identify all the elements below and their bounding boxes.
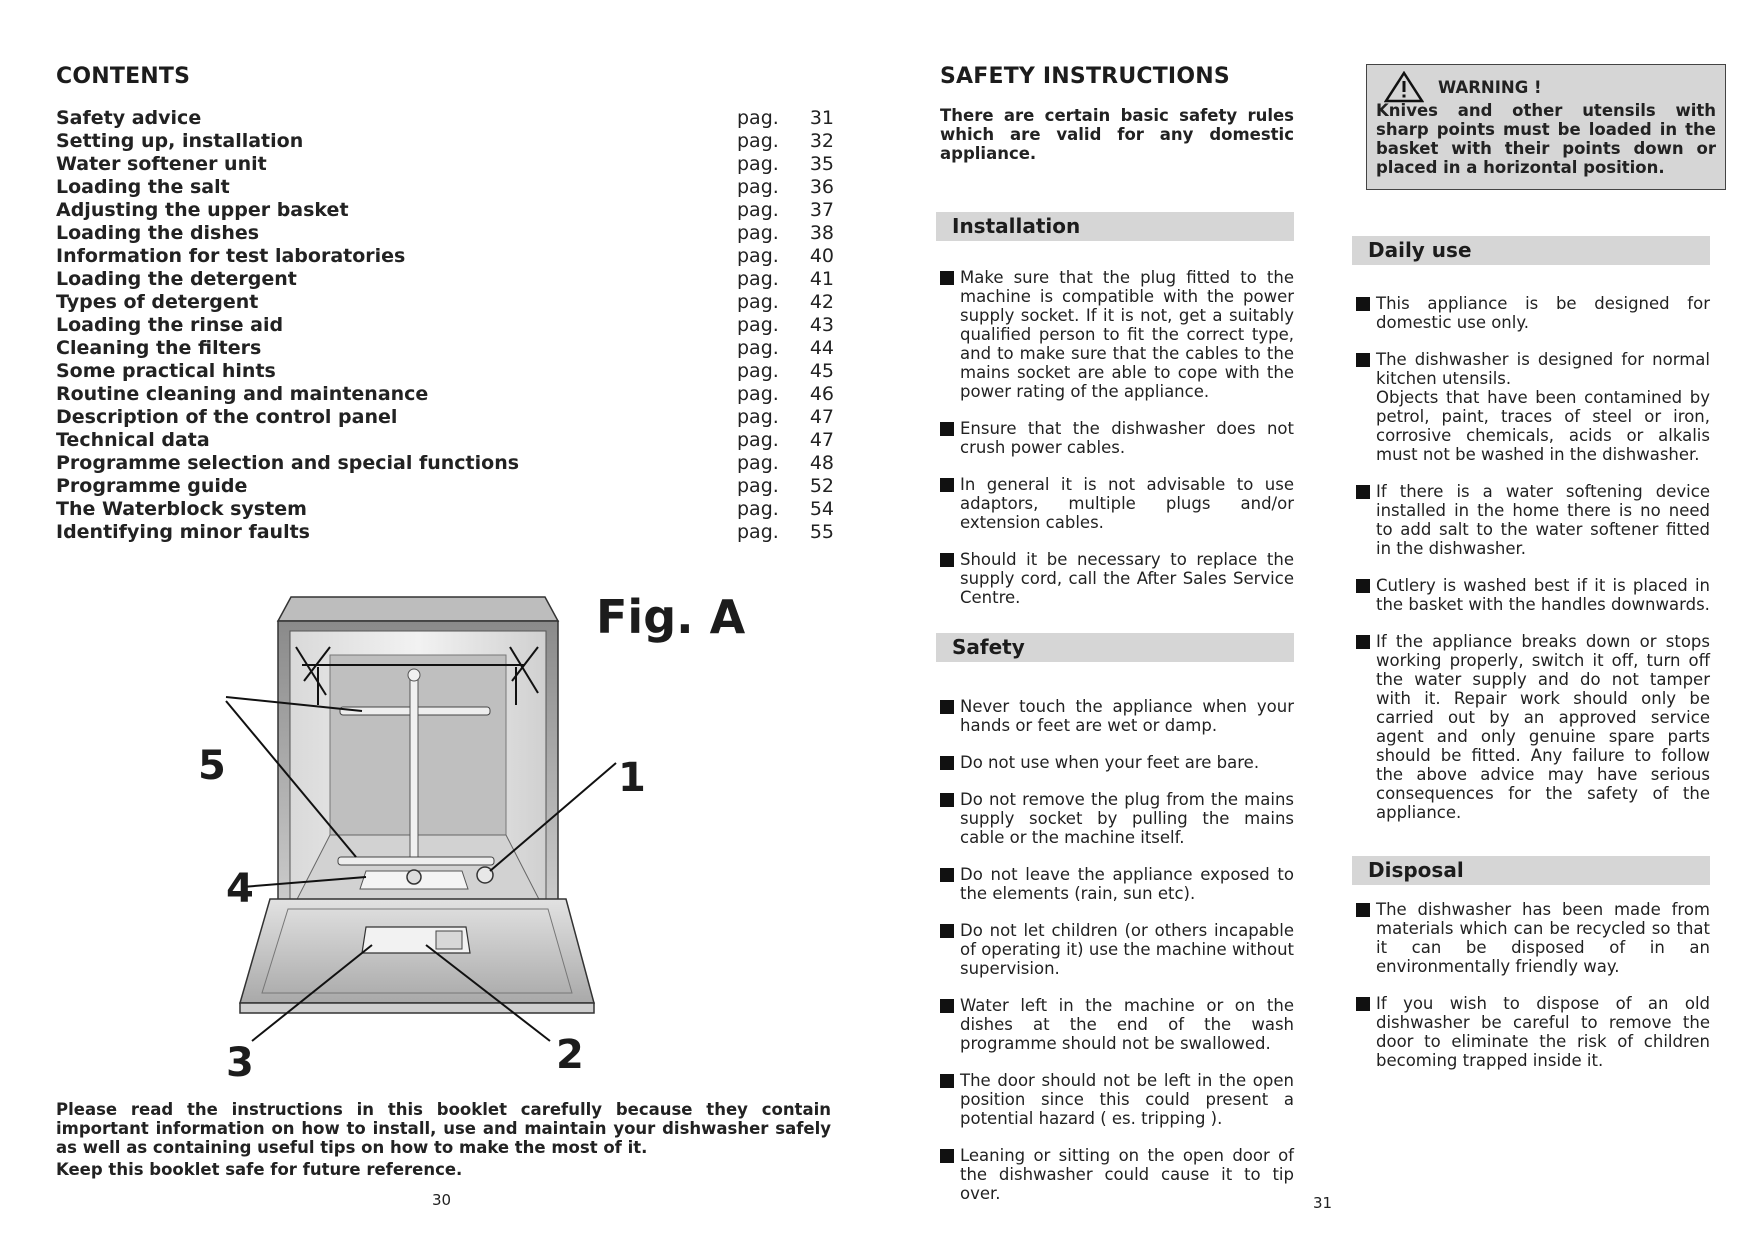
bullet-square-icon [940, 868, 954, 882]
toc-row [56, 337, 834, 360]
toc-entry-pag: pag. [737, 153, 779, 175]
bullet-square-icon [1356, 903, 1370, 917]
bullet-square-icon [940, 924, 954, 938]
toc-entry-page: 36 [809, 176, 834, 198]
toc-entry-pag: pag. [737, 176, 779, 198]
list-item [1356, 350, 1710, 464]
cabinet-top [278, 597, 558, 621]
list-item-text: Do not use when your feet are bare. [960, 753, 1260, 772]
toc-row [56, 406, 834, 429]
bullet-square-icon [940, 999, 954, 1013]
toc-entry-page: 55 [809, 521, 834, 543]
toc-row [56, 291, 834, 314]
list-item [940, 1146, 1294, 1203]
list-item [940, 921, 1294, 978]
warning-title: WARNING ! [1438, 77, 1542, 97]
toc-row [56, 245, 834, 268]
toc-entry-page: 38 [809, 222, 834, 244]
pipe-top [408, 669, 420, 681]
toc-entry-pag: pag. [737, 406, 779, 428]
daily-use-heading: Daily use [1352, 236, 1710, 265]
callout-3: 3 [226, 1040, 254, 1086]
safety-intro: There are certain basic safety rules which are valid for any domestic appliance. [940, 106, 1294, 163]
toc-entry-pag: pag. [737, 222, 779, 244]
toc-entry-page: 46 [809, 383, 834, 405]
toc-entry-pag: pag. [737, 452, 779, 474]
bullet-square-icon [940, 553, 954, 567]
toc-entry-pag: pag. [737, 107, 779, 129]
list-item [940, 697, 1294, 735]
toc-row [56, 314, 834, 337]
callout-5: 5 [198, 743, 226, 789]
bullet-square-icon [1356, 579, 1370, 593]
toc-entry-pag: pag. [737, 199, 779, 221]
bullet-square-icon [1356, 635, 1370, 649]
toc-entry-page: 31 [809, 107, 834, 129]
safety-list [940, 697, 1294, 1221]
toc-entry-page: 54 [809, 498, 834, 520]
toc-entry-page: 48 [809, 452, 834, 474]
list-item-text: In general it is not advisable to use adaptors, multiple plugs and/or extension cables. [960, 475, 1294, 532]
toc-row [56, 475, 834, 498]
toc-entry-page: 43 [809, 314, 834, 336]
callout-2: 2 [556, 1032, 584, 1078]
toc-entry-pag: pag. [737, 475, 779, 497]
toc-row [56, 383, 834, 406]
toc-entry-title: Cleaning the filters [56, 337, 262, 359]
bullet-square-icon [940, 756, 954, 770]
list-item-text: Do not remove the plug from the mains supply socket by pulling the mains cable or the machine itself. [960, 790, 1294, 847]
list-item-text: Cutlery is washed best if it is placed in the basket with the handles downwards. [1376, 576, 1710, 614]
bullet-square-icon [1356, 485, 1370, 499]
toc-entry-page: 37 [809, 199, 834, 221]
toc-entry-title: Programme selection and special functions [56, 452, 520, 474]
list-item [1356, 632, 1710, 822]
bullet-square-icon [1356, 997, 1370, 1011]
toc-entry-title: Loading the dishes [56, 222, 260, 244]
list-item [940, 865, 1294, 903]
list-item-text: Do not leave the appliance exposed to the elements (rain, sun etc). [960, 865, 1294, 903]
bullet-square-icon [940, 478, 954, 492]
list-item-text: Should it be necessary to replace the supply cord, call the After Sales Service Centre. [960, 550, 1294, 607]
filter-center [407, 870, 421, 884]
toc-entry-title: Programme guide [56, 475, 248, 497]
page-number-left: 30 [432, 1191, 452, 1209]
toc-entry-title: Water softener unit [56, 153, 267, 175]
toc-entry-pag: pag. [737, 291, 779, 313]
toc-entry-title: Loading the rinse aid [56, 314, 284, 336]
water-pipe [410, 675, 418, 865]
toc-entry-title: Description of the control panel [56, 406, 398, 428]
list-item [1356, 576, 1710, 614]
toc-entry-pag: pag. [737, 314, 779, 336]
list-item [1356, 900, 1710, 976]
toc-entry-page: 35 [809, 153, 834, 175]
intro-paragraph: Please read the instructions in this booklet carefully because they contain important information on how to install, use and maintain your dishwasher safely as well as containing useful tips on how to make the most of it. [56, 1100, 831, 1157]
list-item-text: Water left in the machine or on the dishes at the end of the wash programme should not be swallowed. [960, 996, 1294, 1053]
toc-row [56, 130, 834, 153]
list-item [940, 268, 1294, 401]
toc-entry-title: Identifying minor faults [56, 521, 310, 543]
bullet-square-icon [940, 793, 954, 807]
daily-use-list [1356, 294, 1710, 840]
list-item-text: If you wish to dispose of an old dishwasher be careful to remove the door to eliminate the risk of children becoming trapped inside it. [1376, 994, 1710, 1070]
toc-entry-page: 52 [809, 475, 834, 497]
list-item [1356, 482, 1710, 558]
toc-entry-title: The Waterblock system [56, 498, 307, 520]
list-item-text: If the appliance breaks down or stops working properly, switch it off, turn off the water supply and do not tamper with it. Repair work should only be carried out by an approved service agent and only genuine spare parts should be fitted. Any failure to follow the above advice may have serious consequences for the safety of the appliance. [1376, 632, 1710, 822]
warning-box [1366, 64, 1726, 190]
bullet-square-icon [940, 700, 954, 714]
toc-entry-page: 32 [809, 130, 834, 152]
toc-entry-title: Information for test laboratories [56, 245, 406, 267]
bullet-square-icon [1356, 353, 1370, 367]
list-item [940, 475, 1294, 532]
toc-entry-pag: pag. [737, 245, 779, 267]
safety-instructions-heading: SAFETY INSTRUCTIONS [940, 64, 1230, 89]
figure-label: Fig. A [596, 590, 746, 644]
list-item-text: If there is a water softening device installed in the home there is no need to add salt to the water softener fitted in the dishwasher. [1376, 482, 1710, 558]
toc-entry-title: Setting up, installation [56, 130, 304, 152]
disposal-heading: Disposal [1352, 856, 1710, 885]
safety-heading: Safety [936, 633, 1294, 662]
toc-entry-title: Some practical hints [56, 360, 276, 382]
toc-row [56, 360, 834, 383]
list-item [1356, 994, 1710, 1070]
toc-entry-title: Loading the salt [56, 176, 230, 198]
toc-entry-page: 41 [809, 268, 834, 290]
toc-entry-page: 47 [809, 406, 834, 428]
toc-entry-title: Technical data [56, 429, 210, 451]
list-item-text: Leaning or sitting on the open door of the dishwasher could cause it to tip over. [960, 1146, 1294, 1203]
toc-row [56, 521, 834, 544]
dispenser-lid [436, 931, 462, 949]
lower-spray-arm [338, 857, 494, 865]
toc-entry-pag: pag. [737, 498, 779, 520]
toc-entry-page: 44 [809, 337, 834, 359]
table-of-contents [56, 107, 834, 544]
toc-row [56, 498, 834, 521]
bullet-square-icon [940, 271, 954, 285]
callout-1: 1 [618, 755, 646, 801]
list-item-text: This appliance is be designed for domestic use only. [1376, 294, 1710, 332]
warning-triangle-icon [1384, 71, 1424, 103]
toc-entry-page: 42 [809, 291, 834, 313]
installation-heading: Installation [936, 212, 1294, 241]
installation-list [940, 268, 1294, 625]
toc-entry-pag: pag. [737, 337, 779, 359]
toc-entry-title: Routine cleaning and maintenance [56, 383, 429, 405]
page-number-right: 31 [1313, 1194, 1333, 1212]
bullet-square-icon [940, 1149, 954, 1163]
toc-row [56, 222, 834, 245]
list-item-text: The dishwasher has been made from materials which can be recycled so that it can be disposed of in an environmentally friendly way. [1376, 900, 1710, 976]
toc-entry-pag: pag. [737, 429, 779, 451]
list-item-text: Do not let children (or others incapable of operating it) use the machine without supervision. [960, 921, 1294, 978]
keep-booklet-note: Keep this booklet safe for future reference. [56, 1160, 463, 1179]
toc-row [56, 153, 834, 176]
toc-entry-title: Safety advice [56, 107, 202, 129]
list-item-text: The door should not be left in the open position since this could present a potential hazard ( es. tripping ). [960, 1071, 1294, 1128]
dishwasher-figure [190, 595, 630, 1065]
list-item [940, 1071, 1294, 1128]
toc-row [56, 452, 834, 475]
toc-entry-title: Types of detergent [56, 291, 259, 313]
toc-entry-page: 45 [809, 360, 834, 382]
toc-row [56, 268, 834, 291]
list-item-text: The dishwasher is designed for normal kitchen utensils. Objects that have been contamined by petrol, paint, traces of steel or iron, corrosive chemicals, acids or alkalis must not be washed in the dishwasher. [1376, 350, 1710, 464]
disposal-list [1356, 900, 1710, 1088]
toc-row [56, 199, 834, 222]
list-item-text: Make sure that the plug fitted to the machine is compatible with the power supply socket. If it is not, get a suitably qualified person to fit the correct type, and to make sure that the cables to the mains socket are able to cope with the power rating of the appliance. [960, 268, 1294, 401]
toc-entry-pag: pag. [737, 521, 779, 543]
warning-text: Knives and other utensils with sharp points must be loaded in the basket with their points down or placed in a horizontal position. [1376, 101, 1716, 177]
toc-entry-page: 40 [809, 245, 834, 267]
list-item [1356, 294, 1710, 332]
toc-entry-page: 47 [809, 429, 834, 451]
toc-entry-pag: pag. [737, 268, 779, 290]
list-item [940, 550, 1294, 607]
toc-entry-pag: pag. [737, 383, 779, 405]
list-item-text: Never touch the appliance when your hands or feet are wet or damp. [960, 697, 1294, 735]
list-item [940, 996, 1294, 1053]
bullet-square-icon [940, 1074, 954, 1088]
toc-entry-title: Loading the detergent [56, 268, 297, 290]
toc-entry-pag: pag. [737, 360, 779, 382]
list-item [940, 753, 1294, 772]
list-item [940, 790, 1294, 847]
contents-heading: CONTENTS [56, 64, 191, 89]
toc-entry-pag: pag. [737, 130, 779, 152]
toc-row [56, 429, 834, 452]
toc-row [56, 176, 834, 199]
list-item [940, 419, 1294, 457]
list-item-text: Ensure that the dishwasher does not crush power cables. [960, 419, 1294, 457]
callout-4: 4 [226, 866, 254, 912]
toc-row [56, 107, 834, 130]
toc-entry-title: Adjusting the upper basket [56, 199, 349, 221]
bullet-square-icon [1356, 297, 1370, 311]
bullet-square-icon [940, 422, 954, 436]
